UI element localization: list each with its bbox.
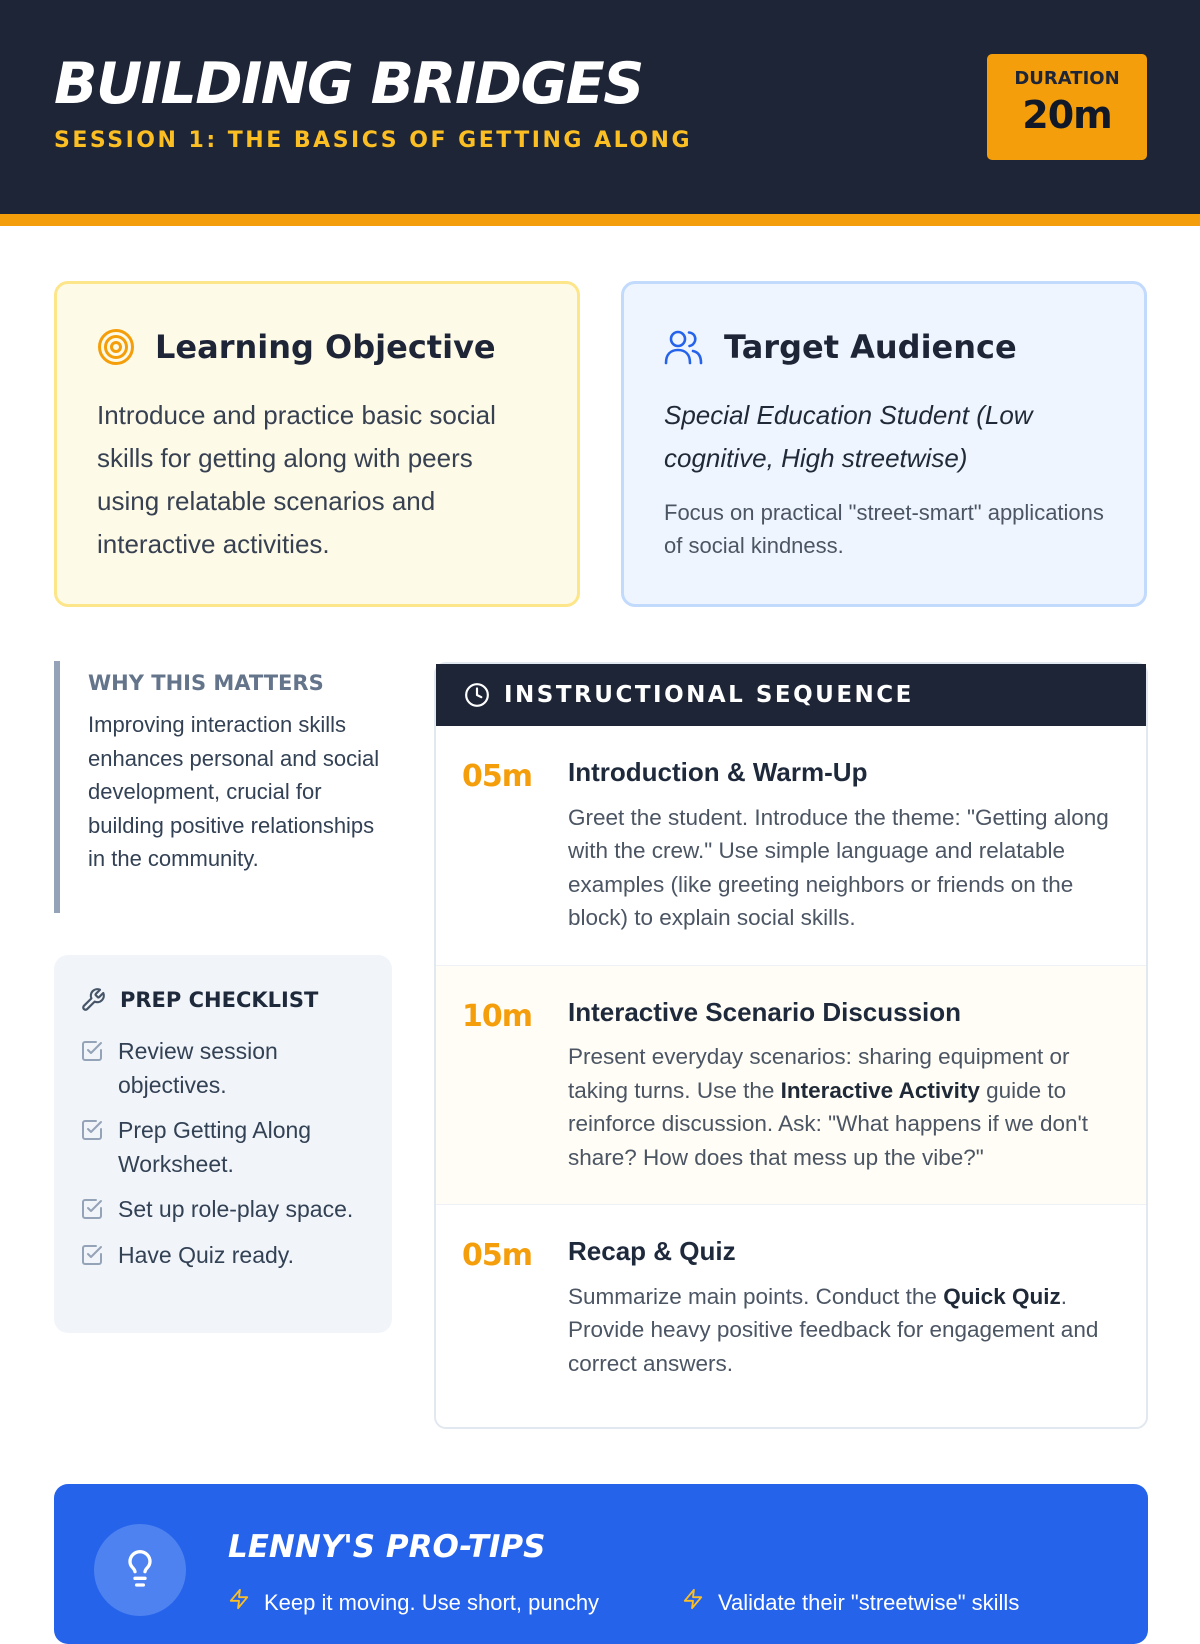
- checklist-item: [80, 1193, 366, 1227]
- pro-tips-banner: [54, 1484, 1148, 1644]
- interactive-activity-reference: Interactive Activity: [780, 1077, 980, 1103]
- why-this-matters-title: WHY THIS MATTERS: [88, 671, 324, 695]
- checklist-item: [80, 1114, 366, 1181]
- pro-tip-item: [228, 1586, 648, 1619]
- pro-tips-icon-circle: [94, 1524, 186, 1616]
- clock-icon: [464, 682, 490, 708]
- checklist-item: [80, 1239, 366, 1273]
- prep-checklist-header: [80, 983, 366, 1017]
- why-this-matters-text: Improving interaction skills enhances personal and social development, crucial for building positive relationships in the community.: [88, 712, 380, 871]
- pro-tip-text: Validate their "streetwise" skills: [718, 1590, 1020, 1615]
- checklist-item-label: Review session objectives.: [118, 1038, 278, 1098]
- target-audience-header: [664, 322, 1104, 372]
- page-title: BUILDING BRIDGES: [54, 51, 643, 117]
- learning-objective-text: Introduce and practice basic social skills for getting along with peers using relatable scenarios and interactive activities.: [97, 400, 496, 559]
- wrench-icon: [80, 987, 106, 1013]
- page-header: [0, 0, 1200, 214]
- prep-checklist-items: [80, 1035, 366, 1272]
- duration-badge: [987, 54, 1147, 160]
- target-audience-note: Focus on practical "street-smart" applications of social kindness.: [664, 500, 1104, 558]
- instructional-sequence-title: INSTRUCTIONAL SEQUENCE: [504, 682, 914, 708]
- step-description-text: Present everyday scenarios: sharing equipment or taking turns. Use the: [568, 1044, 1070, 1103]
- sequence-step: [436, 966, 1146, 1206]
- learning-objective-card: [54, 281, 580, 607]
- checkbox-checked-icon: [80, 1197, 104, 1221]
- step-title: Recap & Quiz: [568, 1236, 736, 1267]
- step-body: [568, 1237, 1116, 1380]
- prep-checklist-title: PREP CHECKLIST: [120, 988, 319, 1012]
- pro-tip-text: Keep it moving. Use short, punchy: [264, 1590, 600, 1615]
- target-icon: [97, 328, 135, 366]
- instructional-sequence-header: [436, 664, 1146, 726]
- pro-tips-title: LENNY'S PRO-TIPS: [228, 1529, 546, 1565]
- sequence-step: [436, 726, 1146, 966]
- step-description-text: guide to reinforce discussion. Ask: "What happens if we don't share? How does that mess up the vibe?": [568, 1077, 1089, 1170]
- learning-objective-header: [97, 322, 537, 372]
- step-description: Greet the student. Introduce the theme: "Getting along with the crew." Use simple language and relatable examples (like greeting neighbors or friends on the block) to explain social skills.: [568, 804, 1109, 931]
- quick-quiz-reference: Quick Quiz: [943, 1283, 1061, 1309]
- instructional-sequence: [434, 662, 1148, 1429]
- why-this-matters: [54, 661, 394, 913]
- target-audience-card: [621, 281, 1147, 607]
- users-icon: [664, 328, 704, 366]
- step-title: Introduction & Warm-Up: [568, 757, 868, 787]
- step-body: [568, 998, 1116, 1175]
- checkbox-checked-icon: [80, 1039, 104, 1063]
- header-accent-stripe: [0, 214, 1200, 226]
- learning-objective-title: Learning Objective: [155, 328, 496, 366]
- checklist-item-label: Have Quiz ready.: [118, 1241, 294, 1268]
- lightning-icon: [228, 1586, 250, 1612]
- step-duration: 05m: [462, 759, 533, 794]
- duration-label: DURATION: [1014, 68, 1120, 89]
- target-audience-title: Target Audience: [724, 328, 1017, 366]
- step-body: [568, 758, 1116, 935]
- target-audience-profile: Special Education Student (Low cognitive, High streetwise): [664, 400, 1033, 473]
- checklist-item-label: Prep Getting Along Worksheet.: [118, 1117, 312, 1177]
- step-duration: 05m: [462, 1238, 533, 1274]
- pro-tip-item: [682, 1586, 1102, 1619]
- step-description-text: . Provide heavy positive feedback for engagement and correct answers.: [568, 1283, 1099, 1376]
- sequence-step: [436, 1205, 1146, 1410]
- checklist-item: [80, 1035, 366, 1102]
- step-description: [568, 1040, 1116, 1174]
- step-title: Interactive Scenario Discussion: [568, 996, 962, 1027]
- duration-value: 20m: [1022, 93, 1112, 137]
- checkbox-checked-icon: [80, 1243, 104, 1267]
- step-description-text: Summarize main points. Conduct the: [568, 1283, 944, 1309]
- page-subtitle: SESSION 1: THE BASICS OF GETTING ALONG: [54, 128, 693, 153]
- step-description: [568, 1280, 1116, 1381]
- prep-checklist: [54, 955, 392, 1333]
- lightbulb-icon: [120, 1548, 160, 1592]
- step-duration: 10m: [462, 998, 533, 1034]
- lightning-icon: [682, 1586, 704, 1612]
- checkbox-checked-icon: [80, 1118, 104, 1142]
- checklist-item-label: Set up role-play space.: [118, 1196, 354, 1222]
